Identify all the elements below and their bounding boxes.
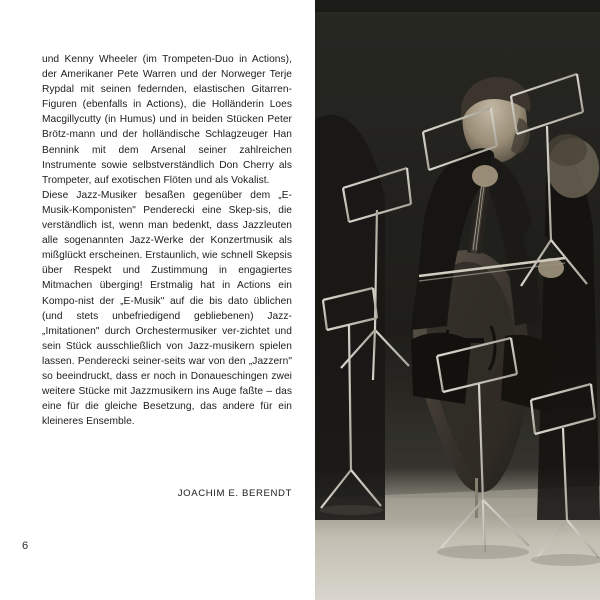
author-byline: JOACHIM E. BERENDT <box>177 488 292 499</box>
cellist-with-music-stands-photo <box>315 0 600 600</box>
article-text-column <box>42 52 292 429</box>
paragraph-1: und Kenny Wheeler (im Trompeten-Duo in Actions), der Amerikaner Pete Warren und der Norweger Terje Rypdal mit seinen federnden, elastischen Gitarren-Figuren (ebenfalls in Actions), die Holländerin Loes Macgillycutty (in Humus) und in beiden Stücken Peter Brötz-mann und der holländische Schlagzeuger Han Bennink mit dem Arsenal seiner zahlreichen Instrumente sowie selbstverständlich Don Cherry als Trompeter, auf exotischen Flöten und als Vokalist. <box>42 54 292 186</box>
page-number: 6 <box>22 540 29 552</box>
paragraph-2: Diese Jazz-Musiker besaßen gegenüber dem „E-Musik-Komponisten" Penderecki eine Skep-sis, die verständlich ist, wenn man bedenkt, dass Jazzleuten alle sogenannten Jazz-Werke der Konzertmusik als mißglückt erscheinen. Erstaunlich, wie schnell Skepsis über Respekt und Zustimmung in engagiertes Mitmachen überging! Erstmalig hat in Actions ein Kompo-nist der „E-Musik" auf die bis dato üblichen (und stets unbefriedigend gebliebenen) Jazz-„Imitationen" durch Orchestermusiker ver-zichtet und sein Stück ausschließlich von Jazz-musikern spielen lassen. Penderecki seiner-seits war von den „Jazzern" so beeindruckt, dass er noch in Donaueschingen zwei weitere Stücke mit Jazzmusikern ins Auge faßte – das eine für die gleiche Besetzung, das andere für ein kleineres Ensemble. <box>42 189 292 428</box>
